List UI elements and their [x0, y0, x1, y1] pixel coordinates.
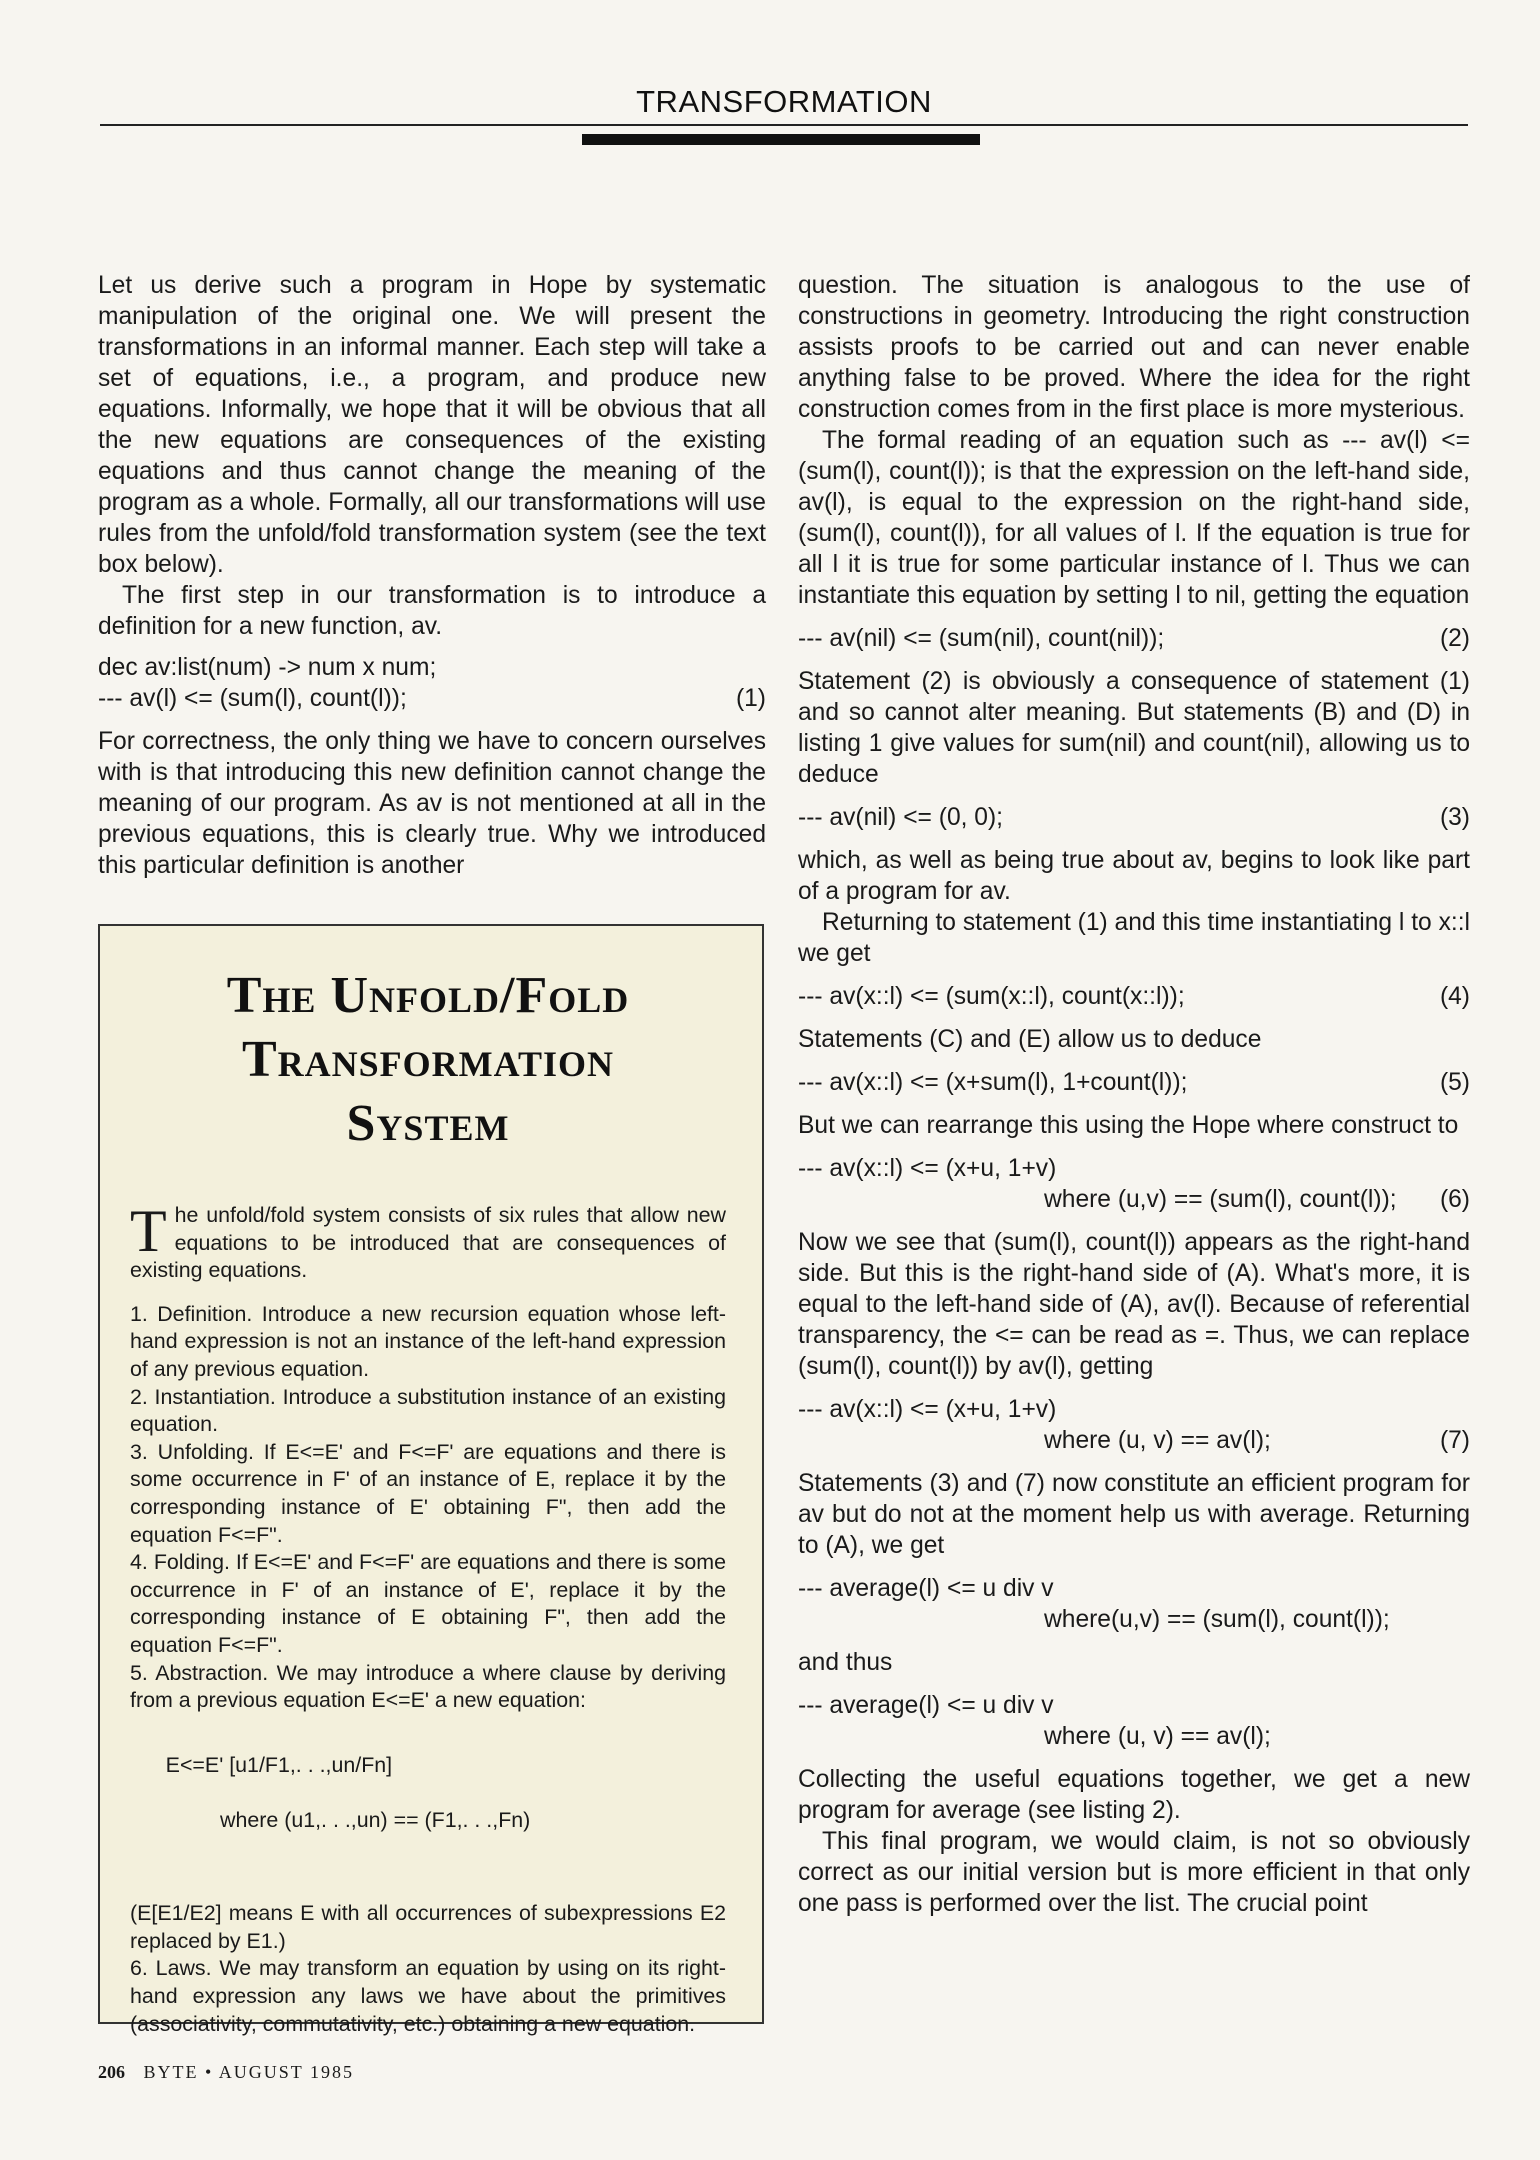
equation-line: --- average(l) <= u div v	[798, 1692, 1054, 1719]
equation-1	[98, 683, 766, 714]
equation-line: where(u,v) == (sum(l), count(l));	[1044, 1606, 1390, 1633]
rule-item: 5. Abstraction. We may introduce a where clause by deriving from a previous equation E<=E' a new equation:	[130, 1660, 726, 1713]
drop-cap: T	[130, 1198, 167, 1264]
intro-text: he unfold/fold system consists of six rules that allow new equations to be introduced that are consequences of existing equations.	[130, 1203, 726, 1283]
equation-average-2	[798, 1690, 1470, 1752]
equation-text: where (u, v) == av(l);	[1044, 1427, 1271, 1454]
note: (E[E1/E2] means E with all occurrences of subexpressions E2 replaced by E1.)	[130, 1901, 726, 1953]
abstraction-equation	[130, 1725, 726, 1891]
rule-item: 1. Definition. Introduce a new recursion equation whose left-hand expression is not an instance of the left-hand expression of any previous equation.	[130, 1301, 726, 1381]
equation-text: --- av(nil) <= (sum(nil), count(nil));	[798, 625, 1165, 652]
box-body	[130, 1198, 726, 2038]
equation-5	[798, 1067, 1470, 1098]
equation-line: --- average(l) <= u div v	[798, 1575, 1054, 1602]
equation-number: (6)	[1439, 1186, 1470, 1213]
right-column	[798, 270, 1470, 1919]
paragraph: Let us derive such a program in Hope by systematic manipulation of the original one. We will present the transformations in an informal manner. Each step will take a set of equations, i.e., a program, and produce new equations. Informally, we hope that it will be obvious that all the new equations are consequences of the existing equations and thus cannot change the meaning of the program as a whole. Formally, all our transformations will use rules from the unfold/fold transformation system (see the text box below).	[98, 272, 766, 578]
equation-line: where (u, v) == av(l);	[1044, 1723, 1271, 1750]
paragraph: Now we see that (sum(l), count(l)) appears as the right-hand side. But this is the right-hand side of (A). What's more, it is equal to the left-hand side of (A), av(l). Because of referential transparency, the <= can be read as =. Thus, we can replace (sum(l), count(l)) by av(l), getting	[798, 1229, 1470, 1380]
equation-text: --- av(x::l) <= (sum(x::l), count(x::l));	[798, 983, 1185, 1010]
rule-item: 6. Laws. We may transform an equation by using on its right-hand expression any laws we have about the primitives (associativity, commutativity, etc.) obtaining a new equation.	[130, 1956, 726, 2036]
page-footer	[98, 2062, 354, 2083]
equation-text: where (u,v) == (sum(l), count(l));	[1044, 1186, 1397, 1213]
equation-line-2	[798, 1184, 1470, 1215]
equation-number: (1)	[735, 685, 766, 712]
equation-line: --- av(x::l) <= (x+u, 1+v)	[798, 1396, 1057, 1423]
paragraph: But we can rearrange this using the Hope where construct to	[798, 1112, 1459, 1139]
equation-number: (7)	[1439, 1427, 1470, 1454]
equation-number: (4)	[1439, 983, 1470, 1010]
paragraph: question. The situation is analogous to the use of constructions in geometry. Introducing the right construction assists proofs to be carried out and can never enable anything false to be proved. Where the idea for the right construction comes from in the first place is more mysterious.	[798, 272, 1470, 423]
equation-line: --- av(x::l) <= (x+u, 1+v)	[798, 1155, 1057, 1182]
paragraph: Statements (C) and (E) allow us to deduce	[798, 1026, 1262, 1053]
paragraph: Statements (3) and (7) now constitute an efficient program for av but do not at the moment help us with average. Returning to (A), we get	[798, 1470, 1470, 1559]
rule-item: 3. Unfolding. If E<=E' and F<=F' are equations and there is some occurrence in F' of an instance of E, replace it by the corresponding instance of E' obtaining F", then add the equation F<=F".	[130, 1439, 726, 1547]
paragraph: The formal reading of an equation such as --- av(l) <= (sum(l), count(l)); is that the expression on the left-hand side, av(l), is equal to the expression on the right-hand side, (sum(l), count(l)), for all values of l. If the equation is true for all l it is true for some particular instance of l. Thus we can instantiate this equation by setting l to nil, getting the equation	[798, 427, 1470, 609]
equation-number: (2)	[1439, 625, 1470, 652]
sidebar-box	[98, 924, 764, 2036]
equation-text: --- av(nil) <= (0, 0);	[798, 804, 1003, 831]
header-bar	[582, 134, 980, 145]
publication-info: BYTE • AUGUST 1985	[143, 2062, 354, 2082]
equation-line-2	[798, 1425, 1470, 1456]
box-title-line: Transformation	[241, 1031, 614, 1088]
rule-item: 4. Folding. If E<=E' and F<=F' are equations and there is some occurrence in F' of an instance of E', replace it by the corresponding instance of E obtaining F", then add the equation F<=F".	[130, 1550, 726, 1657]
box-intro	[130, 1198, 726, 1285]
box-title-line: The Unfold/Fold	[226, 967, 630, 1024]
equation-line: where (u1,. . .,un) == (F1,. . .,Fn)	[220, 1808, 531, 1833]
equation-2	[798, 623, 1470, 654]
paragraph: which, as well as being true about av, begins to look like part of a program for av.	[798, 847, 1470, 905]
paragraph: Statement (2) is obviously a consequence of statement (1) and so cannot alter meaning. But statements (B) and (D) in listing 1 give values for sum(nil) and count(nil), allowing us to deduce	[798, 668, 1470, 788]
declaration: dec av:list(num) -> num x num;	[98, 654, 437, 681]
header-rule	[100, 124, 1468, 126]
paragraph: and thus	[798, 1649, 893, 1676]
equation-average-1	[798, 1573, 1470, 1635]
paragraph: For correctness, the only thing we have to concern ourselves with is that introducing this new definition cannot change the meaning of our program. As av is not mentioned at all in the previous equations, this is clearly true. Why we introduced this particular definition is another	[98, 728, 766, 879]
equation-number: (5)	[1439, 1069, 1470, 1096]
paragraph: The first step in our transformation is to introduce a definition for a new function, av.	[98, 582, 766, 640]
paragraph: Collecting the useful equations together, we get a new program for average (see listing 2).	[798, 1766, 1470, 1824]
equation-7	[798, 1394, 1470, 1456]
section-header: TRANSFORMATION	[636, 84, 932, 119]
equation-6	[798, 1153, 1470, 1215]
equation-text: --- av(x::l) <= (x+sum(l), 1+count(l));	[798, 1069, 1188, 1096]
box-title-line: System	[346, 1095, 510, 1152]
equation-3	[798, 802, 1470, 833]
paragraph: This final program, we would claim, is not so obviously correct as our initial version but is more efficient in that only one pass is performed over the list. The crucial point	[798, 1828, 1470, 1917]
equation-4	[798, 981, 1470, 1012]
paragraph: Returning to statement (1) and this time instantiating l to x::l we get	[798, 909, 1470, 967]
equation-text: --- av(l) <= (sum(l), count(l));	[98, 685, 407, 712]
left-column	[98, 270, 766, 881]
equation-line: E<=E' [u1/F1,. . .,un/Fn]	[165, 1753, 393, 1778]
page-number: 206	[98, 2062, 125, 2082]
rule-item: 2. Instantiation. Introduce a substitution instance of an existing equation.	[130, 1384, 726, 1437]
box-title	[130, 964, 726, 1156]
equation-number: (3)	[1439, 804, 1470, 831]
